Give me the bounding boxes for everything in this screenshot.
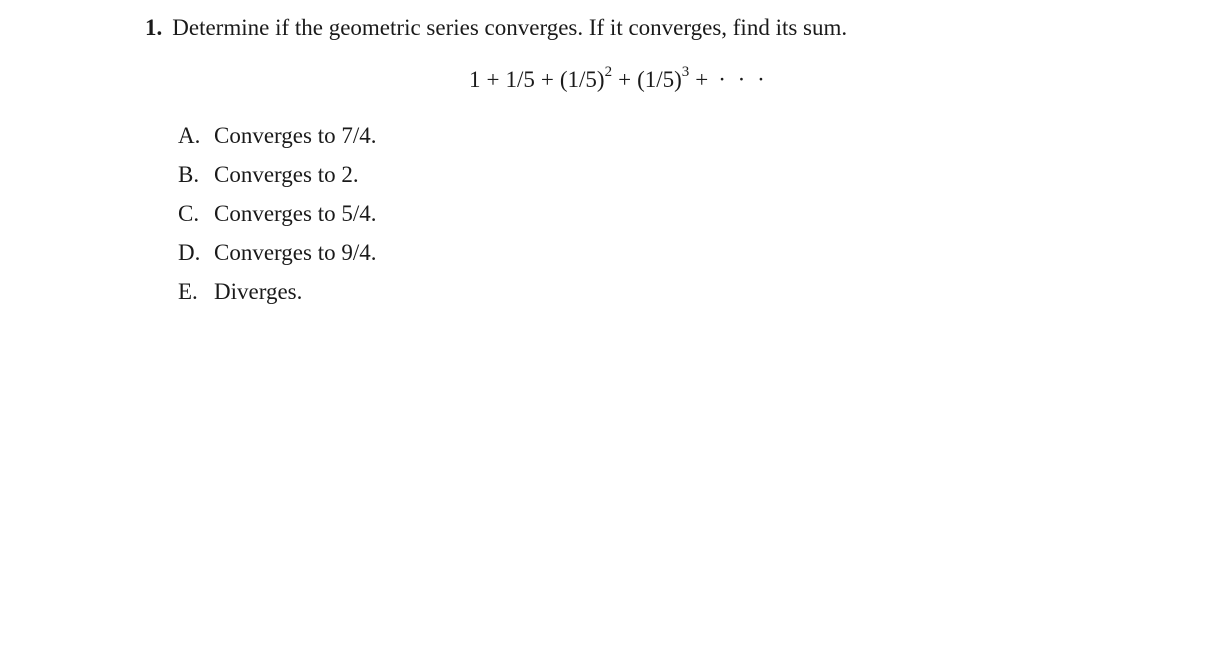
plus-operator: + (540, 67, 554, 92)
answer-choices (178, 116, 376, 311)
term-3-base: (1/5) (637, 67, 682, 92)
choice-text: Converges to 7/4. (214, 123, 377, 148)
term-3-exponent: 3 (681, 64, 690, 81)
choice-letter: A. (178, 123, 201, 148)
plus-operator: + (486, 67, 500, 92)
problem-block (145, 12, 1185, 44)
term-0: 1 (469, 67, 481, 92)
plus-operator: + (695, 67, 709, 92)
term-2-exponent: 2 (604, 64, 613, 81)
choice-letter: C. (178, 201, 200, 226)
question-text: Determine if the geometric series converges. If it converges, find its sum. (172, 15, 848, 40)
ellipsis: · · · (718, 67, 768, 92)
choice-letter: D. (178, 240, 201, 265)
choice-text: Diverges. (214, 279, 303, 304)
choice-letter: B. (178, 162, 200, 187)
term-1: 1/5 (505, 67, 535, 92)
choice-e[interactable] (178, 272, 376, 311)
choice-text: Converges to 5/4. (214, 201, 377, 226)
choice-a[interactable] (178, 116, 376, 155)
choice-c[interactable] (178, 194, 376, 233)
choice-b[interactable] (178, 155, 376, 194)
choice-letter: E. (178, 279, 198, 304)
choice-d[interactable] (178, 233, 376, 272)
choice-text: Converges to 9/4. (214, 240, 377, 265)
question-number: 1. (145, 15, 163, 40)
plus-operator: + (618, 67, 632, 92)
series-formula (469, 64, 768, 96)
term-2-base: (1/5) (559, 67, 605, 92)
choice-text: Converges to 2. (214, 162, 359, 187)
question-stem (145, 12, 1185, 44)
